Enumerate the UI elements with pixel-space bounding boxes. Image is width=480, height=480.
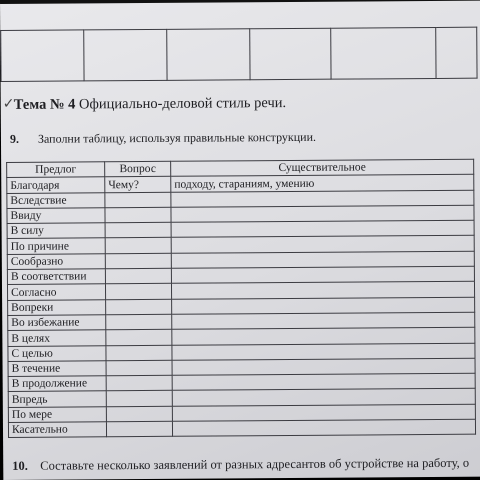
cell-preposition: В продолжение	[8, 376, 106, 392]
task-9	[10, 130, 316, 147]
header-question: Вопрос	[105, 161, 171, 177]
cell-question[interactable]	[106, 375, 172, 391]
cell-question[interactable]	[106, 345, 172, 361]
cell-question[interactable]	[105, 284, 171, 300]
header-preposition: Предлог	[7, 162, 105, 178]
cell-noun[interactable]	[172, 419, 475, 436]
cell-question[interactable]	[106, 360, 172, 376]
cell-preposition: Во избежание	[8, 315, 106, 331]
cell-preposition: По причине	[7, 238, 105, 254]
task-9-text: Заполни таблицу, используя правильные конструкции.	[37, 129, 317, 146]
cell-preposition: Ввиду	[7, 208, 105, 224]
cell-question[interactable]	[106, 314, 172, 330]
header-noun: Существительное	[171, 159, 474, 176]
previous-table-fragment	[0, 27, 477, 82]
previous-table-cell	[167, 29, 250, 81]
topic-heading	[14, 95, 286, 114]
cell-question[interactable]	[106, 391, 172, 407]
topic-text: Официально-деловой стиль речи.	[78, 95, 287, 113]
task-9-number: 9.	[9, 131, 20, 146]
task-10-number: 10.	[12, 458, 28, 473]
cell-preposition: В течение	[8, 361, 106, 377]
previous-table-cell	[331, 27, 436, 79]
cell-preposition: В силу	[7, 223, 105, 239]
cell-preposition: Сообразно	[7, 254, 105, 270]
previous-table-cell	[436, 27, 477, 78]
cell-preposition: В целях	[8, 330, 106, 346]
topic-label: Тема № 4	[13, 96, 76, 113]
cell-preposition: Благодаря	[7, 177, 105, 193]
prepositions-table	[6, 159, 476, 439]
cell-preposition: По мере	[8, 407, 106, 423]
cell-preposition: Вследствие	[7, 192, 105, 208]
cell-preposition: С целью	[8, 345, 106, 361]
task-10	[12, 456, 469, 474]
cell-question[interactable]	[106, 299, 172, 315]
cell-question[interactable]	[106, 406, 172, 422]
cell-question[interactable]	[105, 192, 171, 208]
check-mark-icon: ✓	[2, 96, 15, 112]
previous-table-cell	[1, 30, 84, 82]
cell-question[interactable]	[106, 330, 172, 346]
cell-preposition: Впредь	[8, 391, 106, 407]
page-top-edge	[0, 0, 480, 4]
table-row	[8, 419, 475, 438]
cell-preposition: Согласно	[7, 284, 105, 300]
task-10-text: Составьте несколько заявлений от разных адресантов об устройстве на работу, о	[40, 455, 470, 473]
previous-table-cell	[84, 29, 167, 81]
cell-question[interactable]	[105, 222, 171, 238]
cell-question[interactable]	[106, 421, 172, 437]
cell-preposition: Вопреки	[8, 299, 106, 315]
cell-question[interactable]	[105, 253, 171, 269]
cell-question[interactable]	[105, 268, 171, 284]
cell-noun[interactable]: подходу, стараниям, умению	[171, 174, 474, 191]
cell-question[interactable]	[105, 238, 171, 254]
cell-question[interactable]: Чему?	[105, 177, 171, 193]
cell-preposition: В соответствии	[7, 269, 105, 285]
cell-question[interactable]	[105, 207, 171, 223]
cell-preposition: Касательно	[8, 422, 106, 438]
previous-table-cell	[250, 28, 331, 80]
